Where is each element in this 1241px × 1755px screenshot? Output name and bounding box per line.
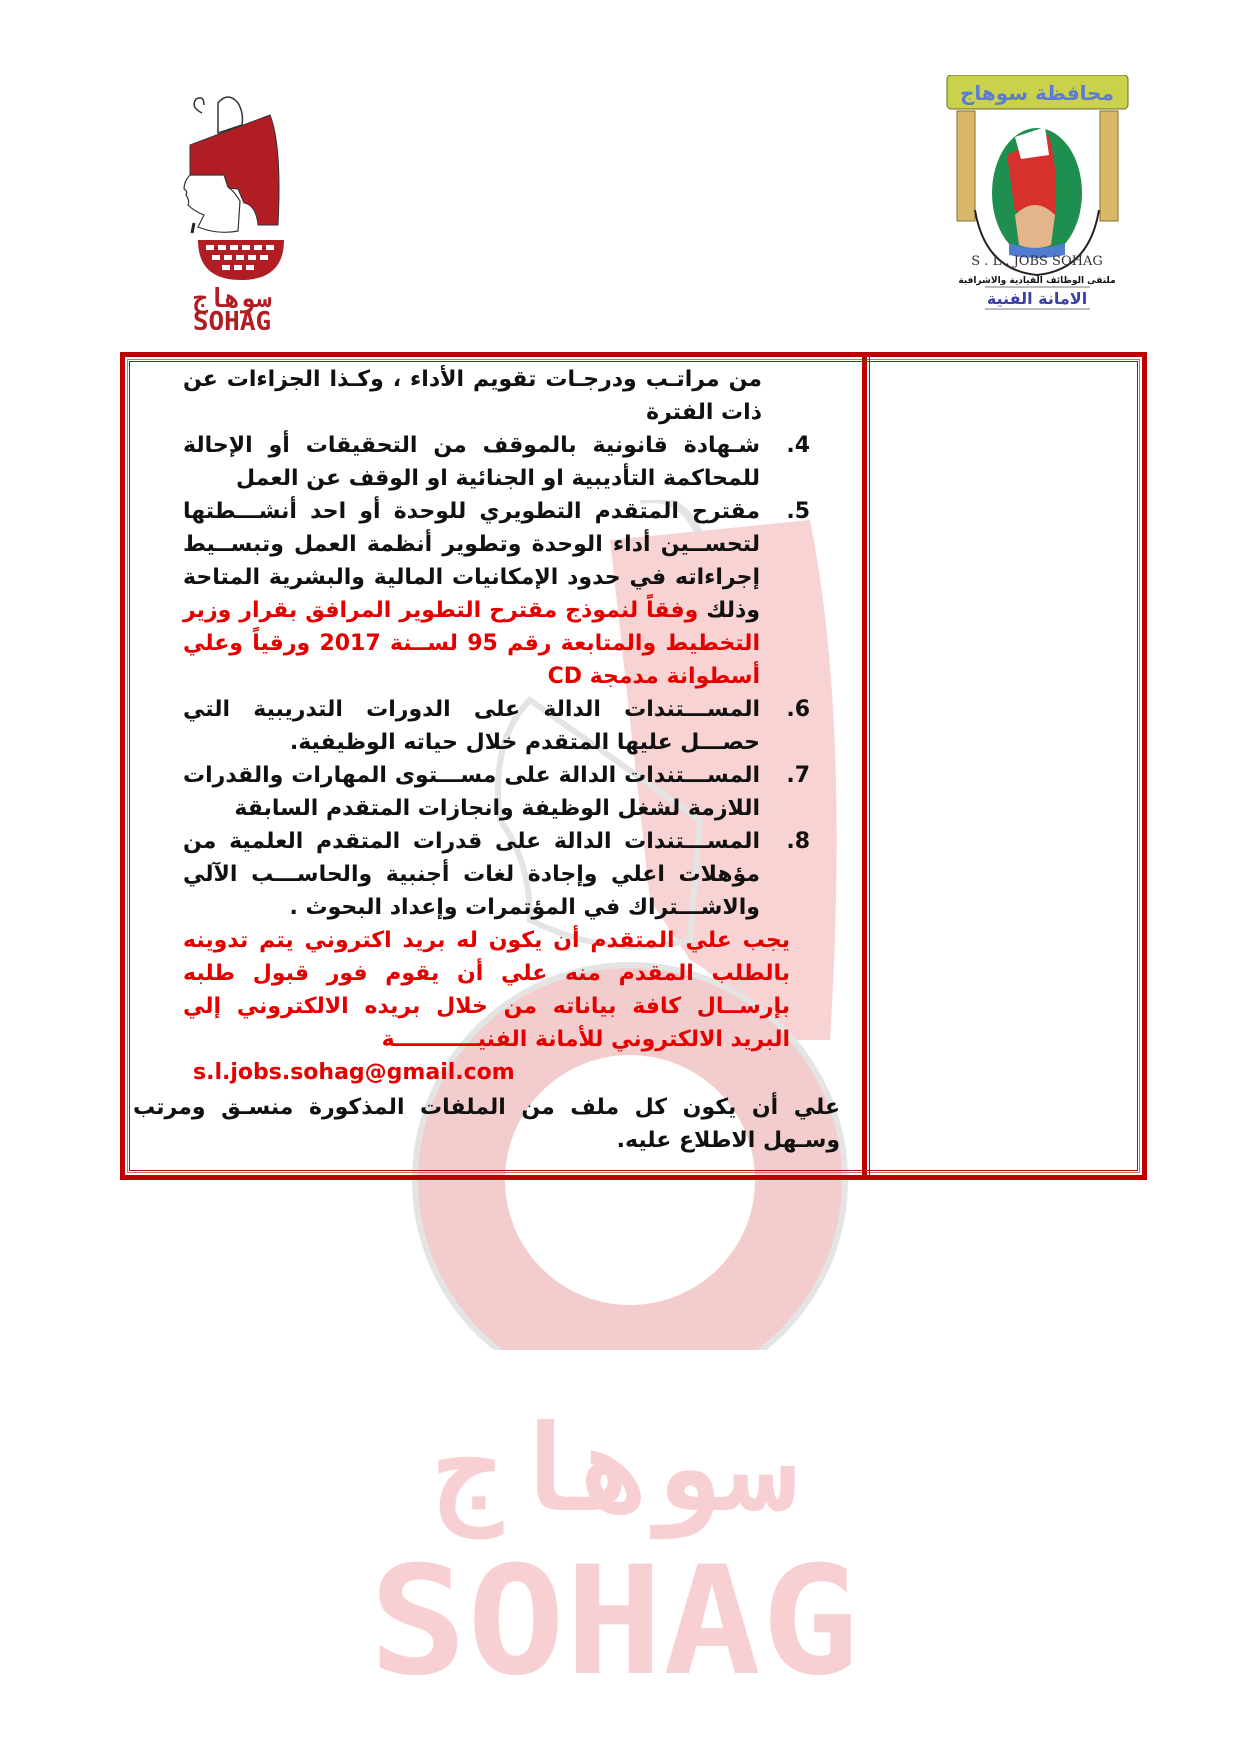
list-item: [133, 429, 840, 495]
svg-text:SOHAG: SOHAG: [369, 1535, 859, 1675]
governorate-emblem-right: [945, 75, 1130, 310]
item-text: المســـتندات الدالة على الدورات التدريبية التي حصـــل عليها المتقدم خلال حياته الوظيفية.: [183, 697, 760, 755]
document-table: [120, 352, 1147, 1180]
list-item: [133, 825, 840, 924]
item-text: المســـتندات الدالة على قدرات المتقدم العلمية من مؤهلات اعلي وإجادة لغات أجنبية والحاســـب الآلي والاشـــتراك في المؤتمرات وإعداد البحوث .: [183, 829, 760, 920]
item-number: 4.: [786, 433, 810, 458]
table-content-cell: [133, 363, 840, 1157]
svg-text:سوهاج: سوهاج: [192, 284, 272, 314]
svg-text:ملتقى الوظائف القيادية والاشرا: ملتقى الوظائف القيادية والاشرافية: [958, 276, 1116, 286]
item-body: [183, 495, 760, 693]
email-link[interactable]: s.l.jobs.sohag@gmail.com: [193, 1060, 515, 1085]
footer-note: علي أن يكون كل ملف من الملفات المذكورة منسـق ومرتب وسـهل الاطلاع عليه.: [133, 1095, 840, 1153]
item-number: 8.: [786, 829, 810, 854]
list-item: [133, 693, 840, 759]
item-text: المســـتندات الدالة على مســـتوى المهارات والقدرات اللازمة لشغل الوظيفة وانجازات المتقدم السابقة: [183, 763, 760, 821]
item-text: شـهادة قانونية بالموقف من التحقيقات أو الإحالة للمحاكمة التأديبية او الجنائية او الوقف عن العمل: [183, 433, 760, 491]
list-item: [133, 495, 840, 693]
sohag-logo-left: [150, 75, 310, 330]
continuation-text: من مراتـب ودرجـات تقويم الأداء ، وكـذا الجزاءات عن ذات الفترة: [183, 367, 762, 425]
column-divider: [862, 352, 867, 1180]
pharaoh-head-icon: [150, 75, 310, 330]
svg-text:الامانة الفنية: الامانة الفنية: [986, 289, 1088, 308]
watermark-sohag-logo: [369, 1385, 859, 1675]
pharaoh-columns-emblem-icon: [945, 75, 1130, 310]
svg-text:SOHAG: SOHAG: [192, 307, 272, 330]
svg-text:سوهاج: سوهاج: [433, 1400, 795, 1539]
item-number: 7.: [786, 763, 810, 788]
email-notice: يجب علي المتقدم أن يكون له بريد اكتروني يتم تدوينه بالطلب المقدم منه علي أن يقوم فور قبول طلبه بإرســال كافة بياناته من خلال بريده الالكتروني إلي البريد الالكتروني للأمانة الفنيـــــــــــة: [183, 928, 790, 1052]
svg-text:محافظة سوهاج: محافظة سوهاج: [960, 81, 1114, 105]
item-red-text: وفقاً لنموذج مقترح التطوير المرافق بقرار وزير التخطيط والمتابعة رقم 95 لســنة 2017 ورقياً وعلي أسطوانة مدمجة CD: [183, 598, 760, 689]
list-item: [133, 759, 840, 825]
svg-text:S . L . JOBS SOHAG: S . L . JOBS SOHAG: [971, 254, 1103, 269]
item-text: مقترح المتقدم التطويري للوحدة أو احد أنشـــطتها لتحســين أداء الوحدة وتطوير أنظمة العمل وتبســيط إجراءاته في حدود الإمكانيات المالية والبشرية المتاحة وذلك: [183, 499, 761, 623]
empty-right-cell: [870, 357, 1142, 1175]
item-number: 6.: [786, 697, 810, 722]
item-number: 5.: [786, 499, 810, 524]
